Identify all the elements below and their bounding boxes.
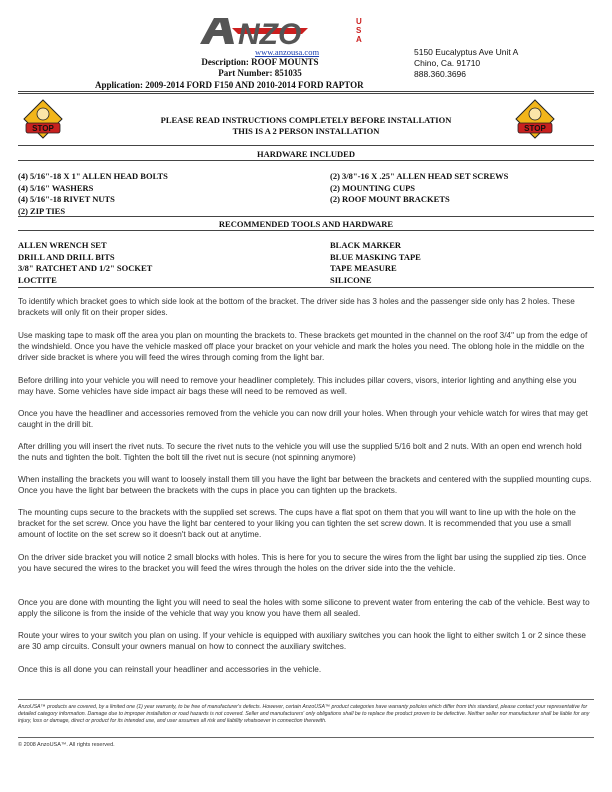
address-line-1: 5150 Eucalyptus Ave Unit A <box>414 47 519 57</box>
website-link[interactable]: www.anzousa.com <box>254 47 320 57</box>
list-item: (4) 5/16" WASHERS <box>18 182 94 193</box>
list-item: (4) 5/16"-18 RIVET NUTS <box>18 194 115 204</box>
instruction-paragraph: Once you have the headliner and accessories removed from the vehicle you can now drill your holes. When through your vehicle watch for wires that may get caught in the drill bit. <box>18 409 588 429</box>
divider <box>18 287 594 288</box>
list-item: LOCTITE <box>18 274 57 285</box>
instruction-paragraph: The mounting cups secure to the brackets with the supplied set screws. The cups have a flat spot on them that you will want to line up with the hole on the bracket for the set screw. Once you have the light bar centered to your liking you can tighten the set screw down. It is recommended that you use a small amount of loctite on the set screw so it doesn't back out at anytime. <box>18 508 576 539</box>
logo-usa-letter-a: A <box>356 35 362 44</box>
list-item: TAPE MEASURE <box>330 263 397 273</box>
instruction-paragraph: Use masking tape to mask off the area you plan on mounting the brackets to. These brackets get mounted in the channel on the roof 3/4" up from the edge of the windshield. Once you have the vehicle masked off place your bracket on your vehicle and mark the holes you need. The oblong hole in the middle on the driver side bracket is where you will feed the wires through coming from the light bar. <box>18 331 588 362</box>
list-item: (4) 5/16"-18 X 1" ALLEN HEAD BOLTS <box>18 171 168 181</box>
divider <box>18 230 594 231</box>
divider <box>18 216 594 217</box>
list-item: (2) ROOF MOUNT BRACKETS <box>330 194 450 204</box>
divider <box>18 145 594 146</box>
phone-number: 888.360.3696 <box>414 69 466 79</box>
instruction-paragraph: Before drilling into your vehicle you will need to remove your headliner completely. This includes pillar covers, visors, interior lighting and anything else you may have. Some vehicles have side impact air bags these will need to be removed as well. <box>18 376 577 396</box>
address-line-2: Chino, Ca. 91710 <box>414 58 481 68</box>
tools-right-list <box>330 240 421 286</box>
application: Application: 2009-2014 FORD F150 AND 2010-2014 FORD RAPTOR <box>95 80 364 90</box>
footer-divider-2 <box>18 737 594 738</box>
part-number: Part Number: 851035 <box>218 68 302 78</box>
list-item: (2) ZIP TIES <box>18 205 66 216</box>
copyright: © 2008 AnzoUSA™. All rights reserved. <box>18 742 115 748</box>
instruction-paragraph: On the driver side bracket you will notice 2 small blocks with holes. This is here for you to secure the wires from the light bar using the supplied zip ties. Once you have secured the wires to the bracket you will feed the wires through the holes on the driver side into the the vehicle. <box>18 553 587 573</box>
list-item: ALLEN WRENCH SET <box>18 240 107 250</box>
stop-label-left: STOP <box>32 124 54 133</box>
instruction-paragraph: Once you are done with mounting the light you will need to seal the holes with some silicone to prevent water from entering the cab of the vehicle. Best way to apply the silicone is from the inside of the vehicle that way you know you have them all sealed. <box>18 598 590 618</box>
instruction-paragraph: When installing the brackets you will want to loosely install them till you have the light bar between the brackets and centered with the supplied mounting cups. Once you have the light bar between the brackets with the cups in place you can tighten up the brackets. <box>18 475 592 495</box>
logo-usa-letter-u: U <box>356 17 362 26</box>
header-divider-2 <box>18 93 594 94</box>
divider <box>18 160 594 161</box>
list-item: (2) 3/8"-16 X .25" ALLEN HEAD SET SCREWS <box>330 171 509 181</box>
hardware-title: HARDWARE INCLUDED <box>257 149 355 159</box>
notice-line-2: THIS IS A 2 PERSON INSTALLATION <box>232 126 380 136</box>
stop-label-right: STOP <box>524 124 546 133</box>
logo-usa-letter-s: S <box>356 26 362 35</box>
warranty-text: AnzoUSA™ products are covered, by a limited one (1) year warranty, to be free of manufacturer's defects. However, certain AnzoUSA™ product categories have warranty policies which differ from this standard, please contact your representative for detailed category information. Damage due to improper installation or road hazards is not covered. Seller and manufacturers' only obligations shall be to replace the product proven to be defective. Neither seller nor manufacturer shall be liable for any injury, loss or damage, direct or product for its intended use, and user assumes all risk and liability whatsoever in connection therewith. <box>18 704 590 724</box>
instruction-paragraph: Route your wires to your switch you plan on using. If your vehicle is equipped with auxiliary switches you can hook the light to either switch 1 or 2 since these are 30 amp circuits. Consult your owners manual on how to connect the auxiliary switches. <box>18 631 586 651</box>
list-item: SILICONE <box>330 274 372 285</box>
instruction-paragraph: To identify which bracket goes to which side look at the bottom of the bracket. The driver side has 3 holes and the passenger side only has 2 holes. These brackets will only fit on their proper sides. <box>18 297 575 317</box>
tools-title: RECOMMENDED TOOLS AND HARDWARE <box>218 219 394 229</box>
description: Description: ROOF MOUNTS <box>201 57 319 67</box>
notice-line-1: PLEASE READ INSTRUCTIONS COMPLETELY BEFORE INSTALLATION <box>160 115 452 125</box>
header-divider <box>18 91 594 92</box>
instruction-paragraph: After drilling you will insert the rivet nuts. To secure the rivet nuts to the vehicle you will use the supplied 5/16 bolt and 2 nuts. With an open end wrench hold the nuts and tighten the bolt. Tighten the bolt till the rivet nut is secure (not spinning anymore) <box>18 442 582 462</box>
list-item: DRILL AND DRILL BITS <box>18 251 115 262</box>
list-item: BLACK MARKER <box>330 240 402 250</box>
list-item: BLUE MASKING TAPE <box>330 251 421 262</box>
list-item: (2) MOUNTING CUPS <box>330 182 415 193</box>
instruction-paragraph: Once this is all done you can reinstall your headliner and accessories in the vehicle. <box>18 665 322 674</box>
tools-left-list <box>18 240 152 286</box>
footer-divider <box>18 699 594 700</box>
hardware-right-list <box>330 171 508 206</box>
list-item: 3/8" RATCHET AND 1/2" SOCKET <box>18 263 153 273</box>
svg-text:NZO: NZO <box>238 18 302 51</box>
hardware-left-list <box>18 171 168 217</box>
